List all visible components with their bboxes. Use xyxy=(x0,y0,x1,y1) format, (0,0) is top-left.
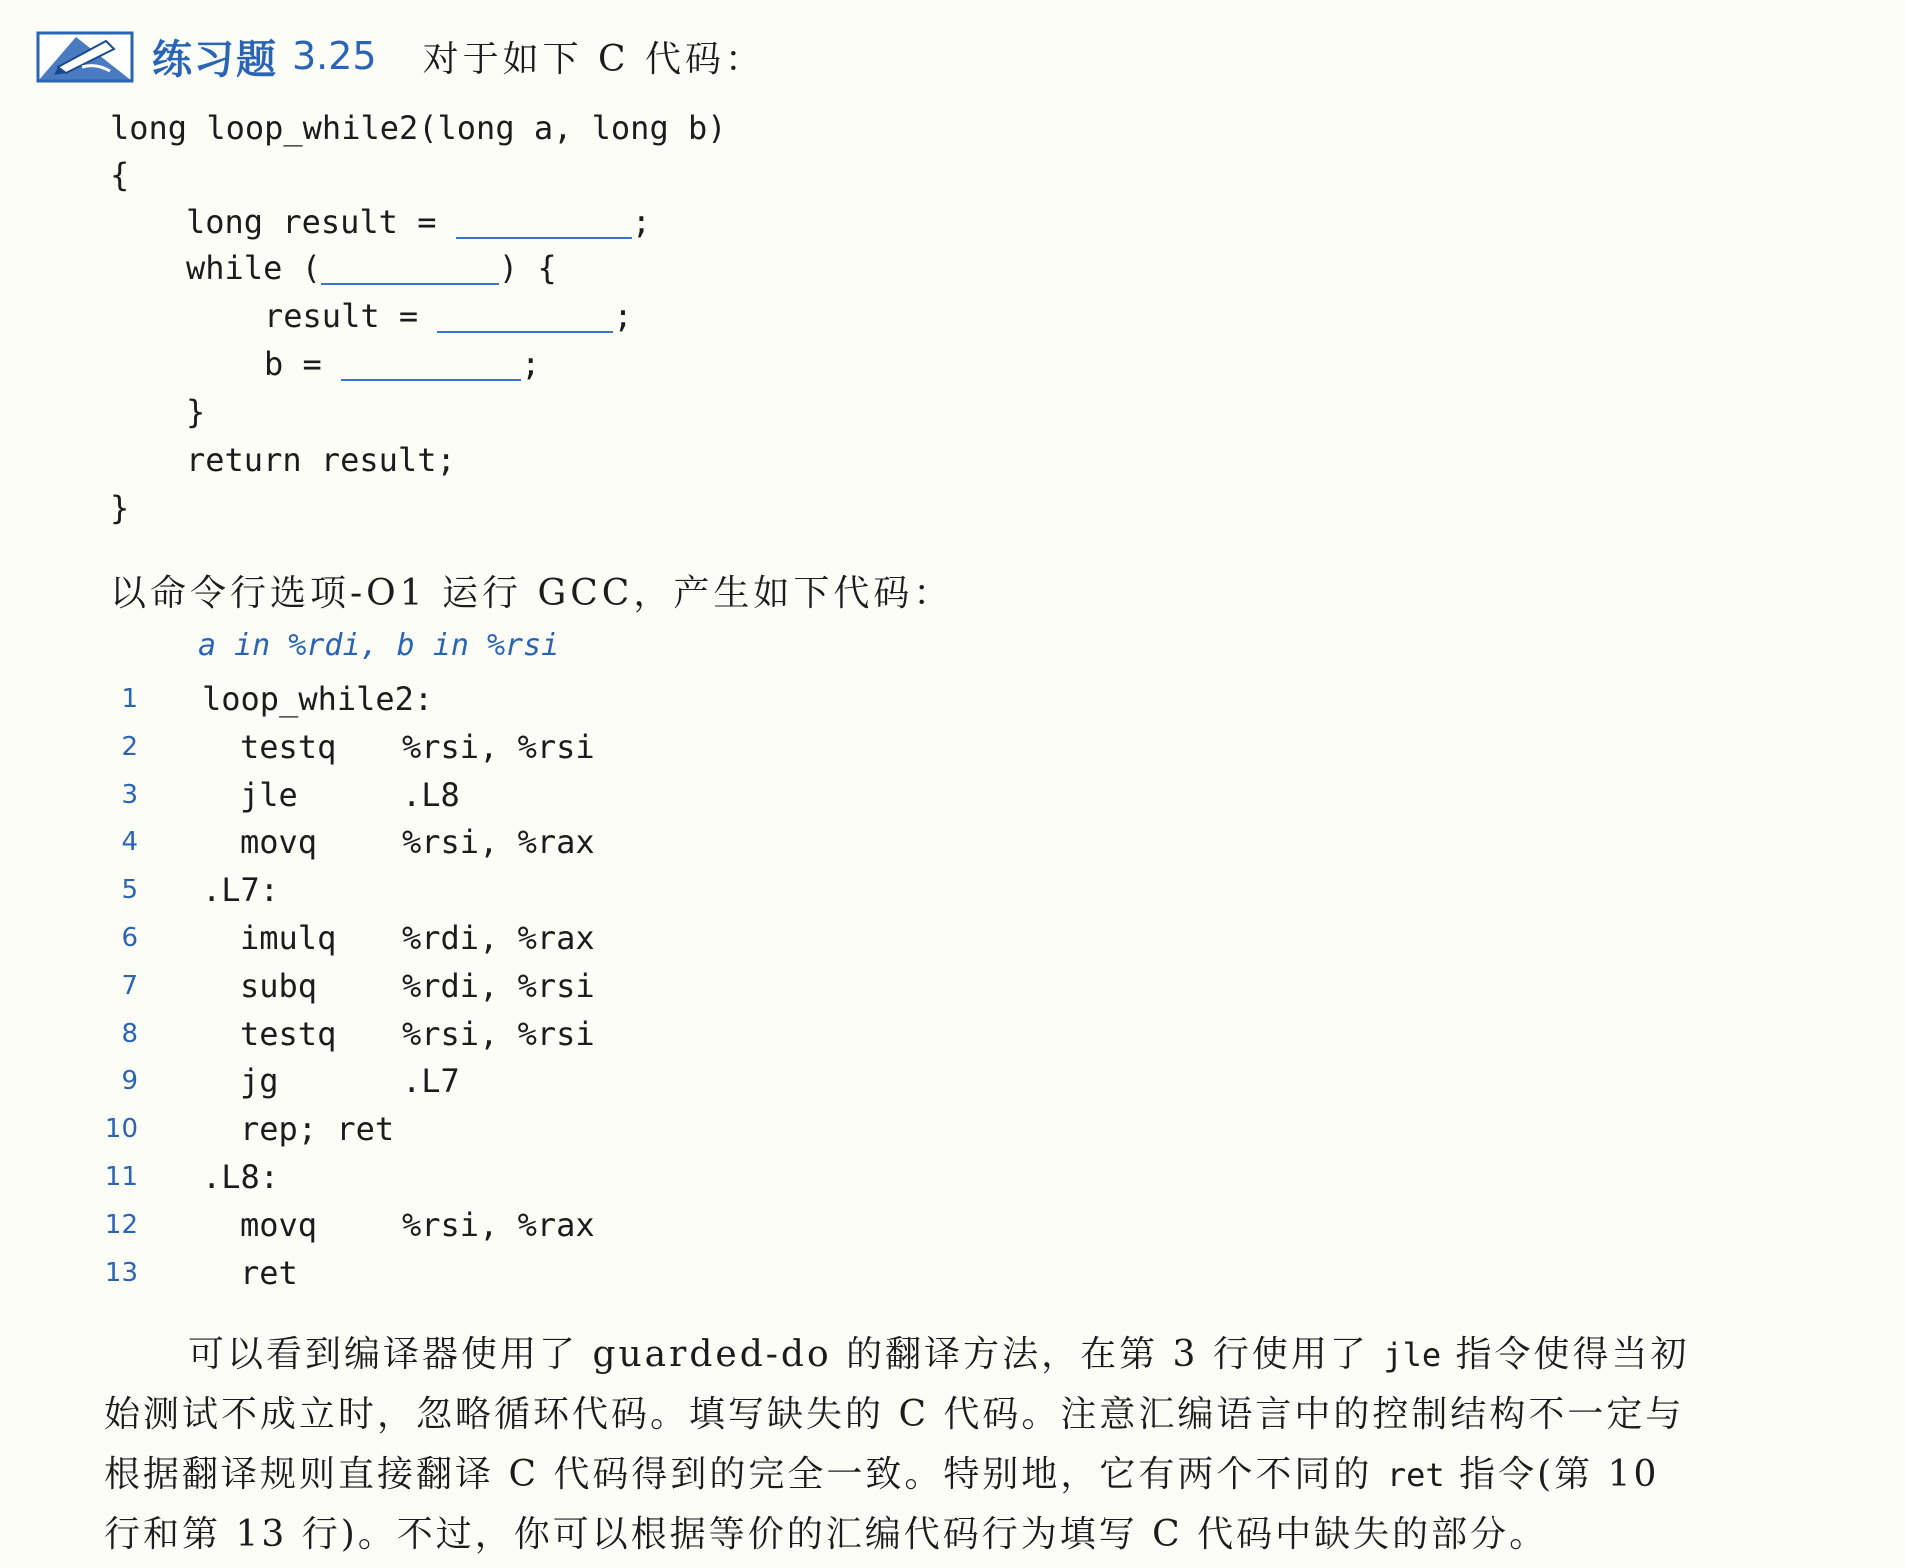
asm-instruction: testq xyxy=(240,727,337,766)
asm-instruction: jle xyxy=(240,775,298,814)
asm-line xyxy=(90,680,790,720)
fill-blank[interactable] xyxy=(456,207,632,239)
c-code-text: ) { xyxy=(498,249,557,287)
paragraph-sentence: 指令使得当初始测试不成立时，忽略循环代码。填写缺失的 C 代码。注意汇编语言中的控制结构不一定与根据翻译规则直接翻译 C 代码得到的完全一致。特别地，它有两个不同的 xyxy=(104,1334,1690,1495)
asm-instruction: imulq xyxy=(240,919,337,957)
c-code-text: ; xyxy=(631,203,651,241)
asm-line xyxy=(90,1015,790,1055)
asm-line xyxy=(90,1110,790,1150)
asm-operands: %rsi, %rsi xyxy=(402,727,595,766)
asm-line xyxy=(90,1158,790,1198)
asm-line xyxy=(90,967,790,1007)
asm-operands: %rdi, %rax xyxy=(402,919,595,957)
c-code-text: ; xyxy=(521,345,541,383)
asm-label: .L7: xyxy=(202,871,280,910)
c-code-line: long loop_while2(long a, long b) xyxy=(110,109,727,147)
line-number: 3 xyxy=(121,779,138,810)
asm-operands: %rsi, %rsi xyxy=(402,1014,595,1053)
asm-line xyxy=(90,776,790,816)
asm-line xyxy=(90,823,790,863)
asm-instruction: ret xyxy=(240,1253,298,1292)
asm-line xyxy=(90,1206,790,1246)
gcc-description: 以命令行选项-O1 运行 GCC，产生如下代码： xyxy=(110,573,954,614)
line-number: 2 xyxy=(121,731,138,762)
fill-blank[interactable] xyxy=(437,301,613,333)
line-number: 8 xyxy=(121,1018,138,1049)
fill-blank[interactable] xyxy=(321,253,499,285)
asm-operands: .L8 xyxy=(402,775,460,814)
c-code-text: long result = xyxy=(186,203,456,241)
c-code-text: result = xyxy=(264,297,438,335)
asm-instruction: jg xyxy=(240,1062,279,1101)
c-code-line: return result; xyxy=(186,441,456,479)
asm-instruction: subq xyxy=(240,966,318,1005)
asm-operands: .L7 xyxy=(402,1062,460,1101)
exercise-header xyxy=(36,26,765,86)
inline-code: ret xyxy=(1386,1456,1445,1494)
c-code-line: } xyxy=(186,393,206,431)
asm-line xyxy=(90,728,790,768)
asm-line xyxy=(90,1062,790,1102)
asm-line xyxy=(90,871,790,911)
asm-line xyxy=(90,919,790,959)
asm-operands: %rdi, %rsi xyxy=(402,966,595,1005)
line-number: 5 xyxy=(121,875,138,906)
c-code-line xyxy=(186,202,651,242)
line-number: 12 xyxy=(104,1209,138,1240)
c-code-line xyxy=(264,296,633,336)
line-number: 10 xyxy=(104,1114,138,1145)
paragraph-text xyxy=(104,1325,1704,1565)
line-number: 11 xyxy=(104,1162,138,1192)
c-code-line: { xyxy=(110,156,130,194)
asm-operands: %rsi, %rax xyxy=(402,823,595,862)
exercise-number: 3.25 xyxy=(292,34,377,78)
asm-label: .L8: xyxy=(202,1158,280,1196)
line-number: 9 xyxy=(121,1066,138,1097)
line-number: 1 xyxy=(121,684,138,714)
inline-code: jle xyxy=(1383,1336,1442,1374)
line-number: 13 xyxy=(104,1257,138,1288)
c-code-line: } xyxy=(110,489,130,527)
asm-instruction: rep; ret xyxy=(240,1110,395,1149)
c-code-text: while ( xyxy=(186,249,321,287)
c-code-line xyxy=(186,248,557,288)
asm-operands: %rsi, %rax xyxy=(402,1205,595,1244)
asm-instruction: testq xyxy=(240,1014,337,1053)
exercise-label: 练习题 xyxy=(152,36,278,83)
c-code-text: ; xyxy=(613,297,633,335)
pen-writing-icon xyxy=(36,27,134,85)
asm-instruction: movq xyxy=(240,1205,318,1244)
c-code-line xyxy=(264,344,540,384)
asm-register-comment: a in %rdi, b in %rsi xyxy=(198,628,560,663)
line-number: 6 xyxy=(121,923,138,953)
paragraph-sentence: 指令(第 10 行和第 13 行)。不过，你可以根据等价的汇编代码行为填写 C 代码中缺失的部分。 xyxy=(104,1454,1660,1555)
line-number: 7 xyxy=(121,970,138,1001)
exercise-intro: 对于如下 C 代码： xyxy=(422,38,766,80)
asm-label: loop_while2: xyxy=(202,680,434,718)
asm-line xyxy=(90,1254,790,1294)
fill-blank[interactable] xyxy=(341,349,521,381)
paragraph-sentence: 可以看到编译器使用了 guarded-do 的翻译方法，在第 3 行使用了 xyxy=(188,1334,1384,1375)
exercise-paragraph xyxy=(104,1325,1704,1565)
c-code-text: b = xyxy=(264,345,342,383)
asm-instruction: movq xyxy=(240,823,318,862)
line-number: 4 xyxy=(121,827,138,858)
